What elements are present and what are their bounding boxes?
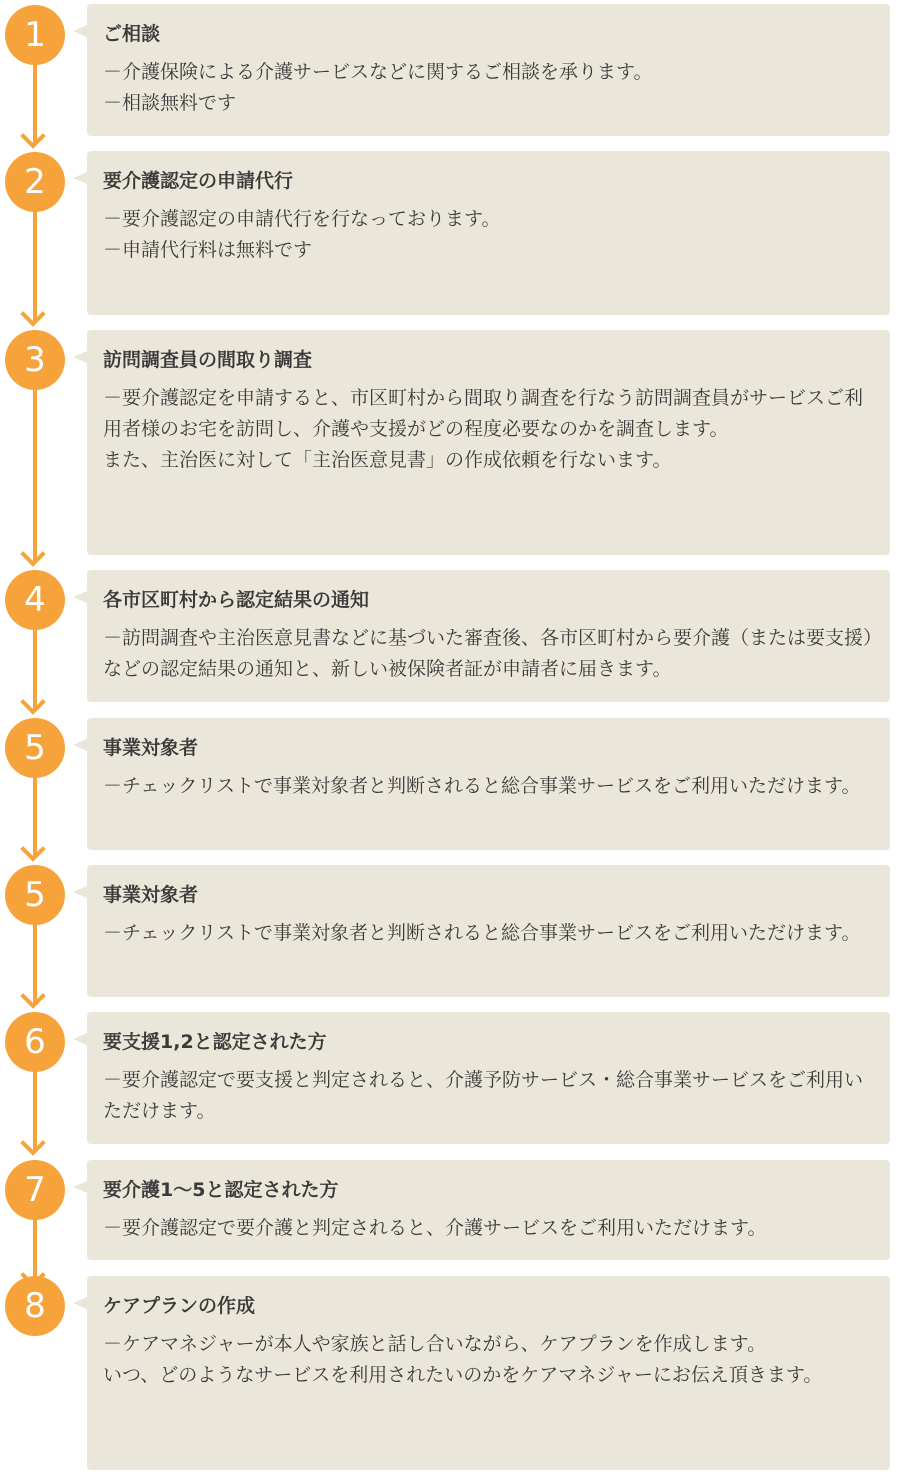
step-number-badge: 4: [5, 570, 65, 630]
step-card: [87, 1160, 890, 1260]
step-title: 事業対象者: [103, 884, 199, 906]
step-card: [87, 570, 890, 702]
step-title: 要介護認定の申請代行: [103, 170, 294, 192]
step-number-badge: 8: [5, 1276, 65, 1336]
step-number-badge: 3: [5, 330, 65, 390]
step-title: ご相談: [103, 23, 161, 45]
step-description: －訪問調査や主治医意見書などに基づいた審査後、各市区町村から要介護（または要支援）などの認定結果の通知と、新しい被保険者証が申請者に届きます。: [103, 627, 873, 680]
step-description: －要介護認定を申請すると、市区町村から間取り調査を行なう訪問調査員がサービスご利用者様のお宅を訪問し、介護や支援がどの程度必要なのかを調査します。 また、主治医に対して「主治医意見書」の作成依頼を行ないます。: [103, 387, 864, 471]
arrow-down-icon: [20, 689, 45, 714]
arrow-down-icon: [20, 983, 45, 1008]
step-card: [87, 4, 890, 136]
step-title: 事業対象者: [103, 737, 199, 759]
step-description: －チェックリストで事業対象者と判断されると総合事業サービスをご利用いただけます。: [103, 922, 861, 944]
step-title: 各市区町村から認定結果の通知: [103, 589, 370, 611]
step-title: 訪問調査員の間取り調査: [103, 349, 313, 371]
step-title: 要支援1,2と認定された方: [103, 1031, 327, 1053]
arrow-down-icon: [20, 301, 45, 326]
step-number-badge: 6: [5, 1012, 65, 1072]
step-description: －介護保険による介護サービスなどに関するご相談を承ります。 －相談無料です: [103, 61, 653, 114]
step-description: －要介護認定で要支援と判定されると、介護予防サービス・総合事業サービスをご利用いただけます。: [103, 1069, 864, 1122]
step-number-badge: 1: [5, 5, 65, 65]
step-number-badge: 7: [5, 1160, 65, 1220]
step-card: [87, 1012, 890, 1144]
step-description: －要介護認定の申請代行を行なっております。 －申請代行料は無料です: [103, 208, 501, 261]
arrow-down-icon: [20, 1130, 45, 1155]
step-description: －要介護認定で要介護と判定されると、介護サービスをご利用いただけます。: [103, 1217, 767, 1239]
step-description: －チェックリストで事業対象者と判断されると総合事業サービスをご利用いただけます。: [103, 775, 861, 797]
step-card: [87, 718, 890, 850]
step-card: [87, 1276, 890, 1470]
arrow-down-icon: [20, 541, 45, 566]
step-description: －ケアマネジャーが本人や家族と話し合いながら、ケアプランを作成します。 いつ、どのようなサービスを利用されたいのかをケアマネジャーにお伝え頂きます。: [103, 1333, 823, 1386]
step-number-badge: 2: [5, 152, 65, 212]
step-card: [87, 151, 890, 315]
step-title: ケアプランの作成: [103, 1295, 256, 1317]
arrow-down-icon: [20, 836, 45, 861]
step-number-badge: 5: [5, 865, 65, 925]
step-card: [87, 865, 890, 997]
arrow-down-icon: [20, 123, 45, 148]
step-title: 要介護1～5と認定された方: [103, 1179, 339, 1201]
step-card: [87, 330, 890, 555]
step-number-badge: 5: [5, 718, 65, 778]
connector-line: [33, 388, 37, 562]
